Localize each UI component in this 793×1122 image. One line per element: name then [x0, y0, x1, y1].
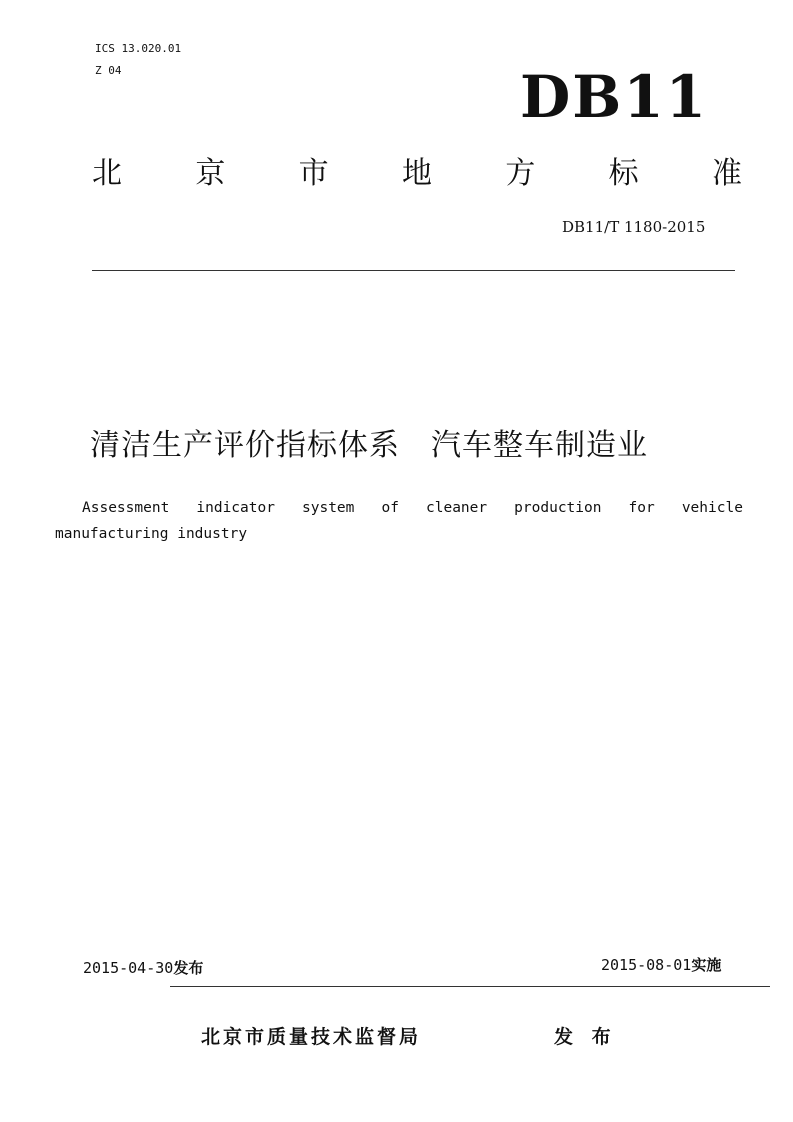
- title-en-word: vehicle: [681, 500, 743, 516]
- implementation-date: 2015-08-01: [601, 956, 692, 974]
- standard-type-char: 北: [92, 156, 122, 191]
- bottom-divider: [170, 986, 770, 987]
- implementation-date-block: [601, 954, 721, 975]
- standard-type-char: 京: [195, 156, 226, 191]
- issue-date-block: [83, 957, 203, 978]
- document-title-en-line2: manufacturing industry: [55, 526, 248, 542]
- top-divider: [92, 270, 735, 271]
- title-en-word: cleaner: [426, 500, 488, 516]
- standard-type-char: 标: [608, 156, 639, 191]
- title-en-word: for: [628, 500, 655, 516]
- issue-label: 发布: [173, 959, 204, 977]
- classification-code: Z 04: [95, 64, 122, 77]
- standard-type-char: 准: [711, 156, 742, 191]
- standard-number: DB11/T 1180-2015: [562, 218, 706, 236]
- implementation-label: 实施: [691, 956, 722, 974]
- document-title-en-line1: [82, 500, 743, 516]
- title-en-word: Assessment: [82, 500, 170, 516]
- standard-type-char: 市: [298, 156, 329, 191]
- standard-logo: DB11: [520, 63, 709, 131]
- title-en-word: system: [302, 500, 355, 516]
- standard-type-char: 方: [505, 156, 536, 191]
- issue-date: 2015-04-30: [83, 959, 174, 977]
- document-title-zh: 清洁生产评价指标体系 汽车整车制造业: [90, 428, 648, 463]
- title-en-word: production: [514, 500, 602, 516]
- ics-code: ICS 13.020.01: [95, 42, 182, 55]
- issuing-action: 发 布: [554, 1026, 617, 1048]
- title-en-word: of: [381, 500, 399, 516]
- title-en-word: indicator: [196, 500, 275, 516]
- standard-type-char: 地: [401, 156, 432, 191]
- issuing-authority: 北京市质量技术监督局: [201, 1026, 422, 1048]
- standard-type-heading: [92, 154, 742, 194]
